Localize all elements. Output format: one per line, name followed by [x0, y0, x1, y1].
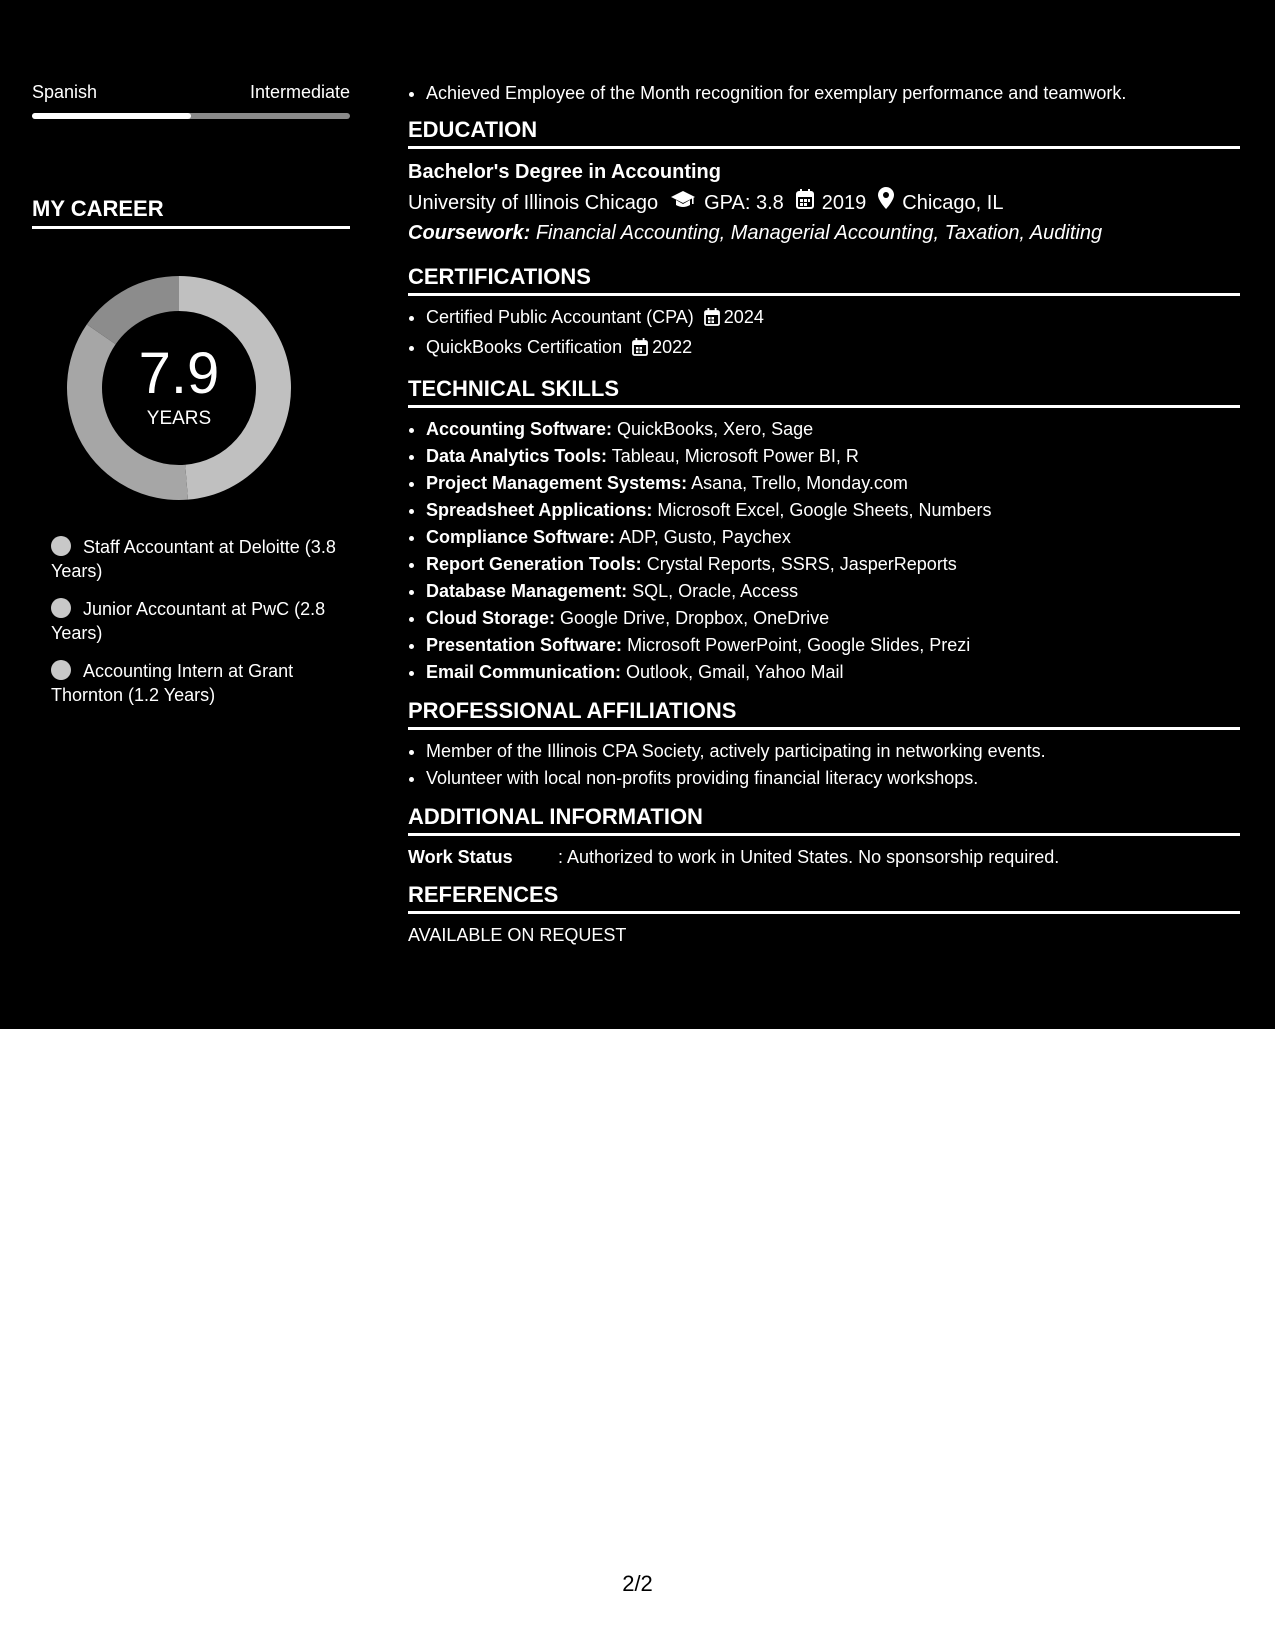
affiliations-list	[408, 738, 1240, 792]
additional-section	[408, 804, 1240, 870]
career-item-label: Staff Accountant at Deloitte (3.8 Years)	[51, 537, 336, 581]
gpa: GPA: 3.8	[704, 191, 784, 214]
work-status-row	[408, 844, 1240, 870]
coursework-label: Coursework:	[408, 222, 531, 244]
certification-name: QuickBooks Certification	[426, 337, 623, 357]
certifications-list	[408, 304, 1240, 364]
skill-item	[426, 497, 1240, 524]
career-item	[51, 535, 341, 583]
affiliation-item: • Volunteer with local non-profits providing financial literacy workshops.	[426, 765, 1240, 792]
references-text: AVAILABLE ON REQUEST	[408, 925, 627, 945]
career-item-label: Junior Accountant at PwC (2.8 Years)	[51, 599, 326, 643]
career-item-label: Accounting Intern at Grant Thornton (1.2 Years)	[51, 661, 294, 705]
skill-value: SQL, Oracle, Access	[632, 581, 799, 601]
school-name: University of Illinois Chicago	[408, 191, 659, 214]
skill-value: Google Drive, Dropbox, OneDrive	[560, 608, 830, 628]
skill-label: Presentation Software:	[426, 635, 623, 655]
career-item	[51, 597, 341, 645]
experience-bullet: • Achieved Employee of the Month recognition for exemplary performance and teamwork.	[426, 80, 1240, 107]
degree-name: Bachelor's Degree in Accounting	[408, 161, 721, 183]
skill-item	[426, 659, 1240, 686]
bullet-dot-icon	[51, 536, 71, 556]
skill-label: Database Management:	[426, 581, 628, 601]
language-level: Intermediate	[249, 82, 350, 102]
work-status-value: : Authorized to work in United States. No sponsorship required.	[558, 847, 1060, 867]
skills-list	[408, 416, 1240, 686]
education-section	[408, 117, 1240, 248]
page-number: 2/2	[622, 1571, 653, 1596]
skill-item	[426, 632, 1240, 659]
certification-year: 2024	[723, 307, 764, 327]
certification-item	[426, 334, 1240, 364]
skill-item	[426, 551, 1240, 578]
career-list	[51, 535, 341, 721]
skill-value: Microsoft Excel, Google Sheets, Numbers	[657, 500, 992, 520]
skill-item	[426, 416, 1240, 443]
coursework	[408, 218, 1240, 248]
references-section	[408, 882, 1240, 948]
main-content	[380, 0, 1275, 1029]
skill-label: Spreadsheet Applications:	[426, 500, 653, 520]
language-proficiency-bar	[32, 113, 350, 119]
career-item	[51, 659, 341, 707]
skill-item	[426, 470, 1240, 497]
skill-value: Crystal Reports, SSRS, JasperReports	[646, 554, 957, 574]
skill-label: Cloud Storage:	[426, 608, 555, 628]
skill-item	[426, 605, 1240, 632]
bullet-dot-icon	[51, 660, 71, 680]
skill-value: Outlook, Gmail, Yahoo Mail	[626, 662, 844, 682]
additional-title: ADDITIONAL INFORMATION	[408, 804, 1240, 836]
language-name: Spanish	[32, 82, 98, 102]
skill-label: Project Management Systems:	[426, 473, 688, 493]
sidebar	[0, 0, 380, 1029]
location-pin-icon	[878, 187, 894, 218]
bullet-dot-icon	[51, 598, 71, 618]
certification-year: 2022	[652, 337, 693, 357]
skill-label: Data Analytics Tools:	[426, 446, 608, 466]
calendar-icon	[704, 307, 720, 334]
affiliation-item: • Member of the Illinois CPA Society, actively participating in networking events.	[426, 738, 1240, 765]
skill-value: Asana, Trello, Monday.com	[691, 473, 908, 493]
language-proficiency-fill	[32, 113, 191, 119]
skills-section	[408, 376, 1240, 686]
certification-item	[426, 304, 1240, 334]
certifications-title: CERTIFICATIONS	[408, 264, 1240, 296]
career-total-unit: YEARS	[146, 408, 212, 429]
skill-value: ADP, Gusto, Paychex	[619, 527, 791, 547]
skill-value: Tableau, Microsoft Power BI, R	[611, 446, 859, 466]
graduation-year: 2019	[821, 191, 867, 214]
skill-value: QuickBooks, Xero, Sage	[617, 419, 814, 439]
skill-item	[426, 524, 1240, 551]
experience-bullets	[408, 80, 1240, 107]
education-details	[408, 187, 1240, 218]
skills-title: TECHNICAL SKILLS	[408, 376, 1240, 408]
skill-label: Compliance Software:	[426, 527, 616, 547]
skill-label: Accounting Software:	[426, 419, 613, 439]
work-status-label: Work Status	[408, 847, 513, 867]
skill-value: Microsoft PowerPoint, Google Slides, Prezi	[627, 635, 971, 655]
career-heading: MY CAREER	[32, 196, 350, 229]
career-total-years: 7.9	[138, 341, 220, 406]
skill-item	[426, 443, 1240, 470]
references-title: REFERENCES	[408, 882, 1240, 914]
skill-label: Report Generation Tools:	[426, 554, 642, 574]
education-title: EDUCATION	[408, 117, 1240, 149]
certifications-section	[408, 264, 1240, 364]
school-location: Chicago, IL	[902, 191, 1004, 214]
language-row	[32, 82, 350, 103]
skill-label: Email Communication:	[426, 662, 622, 682]
calendar-icon	[632, 337, 648, 364]
affiliations-section	[408, 698, 1240, 792]
skill-item	[426, 578, 1240, 605]
graduation-cap-icon	[670, 188, 696, 218]
calendar-icon	[796, 188, 814, 218]
certification-name: Certified Public Accountant (CPA)	[426, 307, 694, 327]
affiliations-title: PROFESSIONAL AFFILIATIONS	[408, 698, 1240, 730]
coursework-list: Financial Accounting, Managerial Accounting, Taxation, Auditing	[535, 222, 1103, 244]
